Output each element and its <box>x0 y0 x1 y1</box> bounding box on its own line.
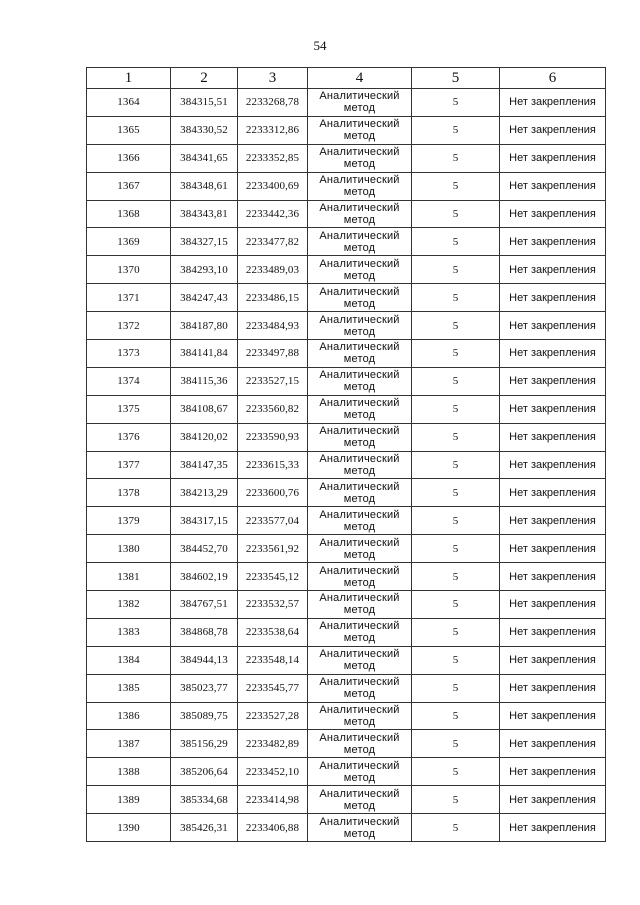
x-coordinate-cell: 384317,15 <box>171 507 238 535</box>
y-coordinate-cell: 2233489,03 <box>238 256 308 284</box>
table-row <box>87 758 606 786</box>
point-number-cell: 1387 <box>87 730 171 758</box>
accuracy-cell: 5 <box>412 618 500 646</box>
accuracy-cell: 5 <box>412 200 500 228</box>
method-line-1: Аналитический <box>319 480 400 493</box>
point-number-cell: 1386 <box>87 702 171 730</box>
fixing-note-cell: Нет закрепления <box>500 395 606 423</box>
method-cell <box>308 256 412 284</box>
table-header-row <box>87 68 606 89</box>
point-number-cell: 1369 <box>87 228 171 256</box>
accuracy-cell: 5 <box>412 535 500 563</box>
table-row <box>87 674 606 702</box>
y-coordinate-cell: 2233352,85 <box>238 144 308 172</box>
method-line-2: метод <box>343 325 376 338</box>
method-cell <box>308 786 412 814</box>
fixing-note-cell: Нет закрепления <box>500 702 606 730</box>
method-line-1: Аналитический <box>319 815 400 828</box>
accuracy-cell: 5 <box>412 674 500 702</box>
y-coordinate-cell: 2233560,82 <box>238 395 308 423</box>
method-line-1: Аналитический <box>319 676 400 689</box>
method-line-2: метод <box>343 214 376 226</box>
table-row <box>87 646 606 674</box>
x-coordinate-cell: 385334,68 <box>171 786 238 814</box>
fixing-note-cell: Нет закрепления <box>500 256 606 284</box>
method-line-2: метод <box>343 548 376 561</box>
method-cell <box>308 172 412 200</box>
y-coordinate-cell: 2233527,15 <box>238 367 308 395</box>
method-line-2: метод <box>343 604 376 617</box>
table-row <box>87 312 606 340</box>
y-coordinate-cell: 2233538,64 <box>238 618 308 646</box>
x-coordinate-cell: 384327,15 <box>171 228 238 256</box>
header-col-6: 6 <box>500 68 606 89</box>
method-cell <box>308 479 412 507</box>
method-cell <box>308 228 412 256</box>
accuracy-cell: 5 <box>412 89 500 117</box>
accuracy-cell: 5 <box>412 284 500 312</box>
method-line-1: Аналитический <box>319 313 400 326</box>
y-coordinate-cell: 2233442,36 <box>238 200 308 228</box>
method-line-2: метод <box>343 743 376 756</box>
table-row <box>87 479 606 507</box>
point-number-cell: 1384 <box>87 646 171 674</box>
x-coordinate-cell: 384767,51 <box>171 591 238 619</box>
x-coordinate-cell: 384341,65 <box>171 144 238 172</box>
fixing-note-cell: Нет закрепления <box>500 646 606 674</box>
method-line-1: Аналитический <box>319 620 400 633</box>
table-row <box>87 423 606 451</box>
method-line-1: Аналитический <box>319 90 400 103</box>
fixing-note-cell: Нет закрепления <box>500 172 606 200</box>
x-coordinate-cell: 384452,70 <box>171 535 238 563</box>
accuracy-cell: 5 <box>412 144 500 172</box>
fixing-note-cell: Нет закрепления <box>500 591 606 619</box>
point-number-cell: 1380 <box>87 535 171 563</box>
accuracy-cell: 5 <box>412 228 500 256</box>
method-line-1: Аналитический <box>319 592 400 605</box>
accuracy-cell: 5 <box>412 730 500 758</box>
x-coordinate-cell: 384944,13 <box>171 646 238 674</box>
method-line-2: метод <box>343 130 376 143</box>
y-coordinate-cell: 2233527,28 <box>238 702 308 730</box>
y-coordinate-cell: 2233548,14 <box>238 646 308 674</box>
y-coordinate-cell: 2233406,88 <box>238 814 308 842</box>
method-cell <box>308 646 412 674</box>
method-line-2: метод <box>343 660 376 673</box>
point-number-cell: 1364 <box>87 89 171 117</box>
x-coordinate-cell: 384330,52 <box>171 116 238 144</box>
accuracy-cell: 5 <box>412 256 500 284</box>
x-coordinate-cell: 384120,02 <box>171 423 238 451</box>
point-number-cell: 1371 <box>87 284 171 312</box>
x-coordinate-cell: 384868,78 <box>171 618 238 646</box>
point-number-cell: 1375 <box>87 395 171 423</box>
x-coordinate-cell: 384187,80 <box>171 312 238 340</box>
method-line-2: метод <box>343 297 376 310</box>
y-coordinate-cell: 2233545,77 <box>238 674 308 702</box>
method-line-1: Аналитический <box>319 564 400 577</box>
y-coordinate-cell: 2233268,78 <box>238 89 308 117</box>
method-line-1: Аналитический <box>319 369 400 382</box>
accuracy-cell: 5 <box>412 395 500 423</box>
point-number-cell: 1385 <box>87 674 171 702</box>
method-cell <box>308 814 412 842</box>
x-coordinate-cell: 384343,81 <box>171 200 238 228</box>
fixing-note-cell: Нет закрепления <box>500 535 606 563</box>
point-number-cell: 1379 <box>87 507 171 535</box>
x-coordinate-cell: 384348,61 <box>171 172 238 200</box>
method-line-2: метод <box>343 827 376 840</box>
method-cell <box>308 284 412 312</box>
point-number-cell: 1365 <box>87 116 171 144</box>
x-coordinate-cell: 385426,31 <box>171 814 238 842</box>
x-coordinate-cell: 384315,51 <box>171 89 238 117</box>
point-number-cell: 1366 <box>87 144 171 172</box>
table-body <box>87 89 606 842</box>
accuracy-cell: 5 <box>412 367 500 395</box>
method-line-2: метод <box>343 353 376 366</box>
point-number-cell: 1368 <box>87 200 171 228</box>
y-coordinate-cell: 2233477,82 <box>238 228 308 256</box>
x-coordinate-cell: 384108,67 <box>171 395 238 423</box>
method-cell <box>308 591 412 619</box>
table-row <box>87 507 606 535</box>
header-col-2: 2 <box>171 68 238 89</box>
method-line-2: метод <box>343 492 376 505</box>
y-coordinate-cell: 2233590,93 <box>238 423 308 451</box>
table-row <box>87 284 606 312</box>
method-line-2: метод <box>343 437 376 450</box>
x-coordinate-cell: 384213,29 <box>171 479 238 507</box>
table-row <box>87 256 606 284</box>
x-coordinate-cell: 384602,19 <box>171 563 238 591</box>
method-line-2: метод <box>343 576 376 589</box>
method-line-2: метод <box>343 688 376 701</box>
x-coordinate-cell: 384141,84 <box>171 340 238 368</box>
table-row <box>87 367 606 395</box>
accuracy-cell: 5 <box>412 116 500 144</box>
y-coordinate-cell: 2233486,15 <box>238 284 308 312</box>
x-coordinate-cell: 384147,35 <box>171 451 238 479</box>
accuracy-cell: 5 <box>412 702 500 730</box>
accuracy-cell: 5 <box>412 479 500 507</box>
method-line-1: Аналитический <box>319 341 400 354</box>
fixing-note-cell: Нет закрепления <box>500 116 606 144</box>
point-number-cell: 1381 <box>87 563 171 591</box>
table-row <box>87 618 606 646</box>
x-coordinate-cell: 384115,36 <box>171 367 238 395</box>
fixing-note-cell: Нет закрепления <box>500 786 606 814</box>
table-row <box>87 144 606 172</box>
method-line-1: Аналитический <box>319 285 400 298</box>
point-number-cell: 1390 <box>87 814 171 842</box>
accuracy-cell: 5 <box>412 507 500 535</box>
method-cell <box>308 507 412 535</box>
point-number-cell: 1373 <box>87 340 171 368</box>
method-line-1: Аналитический <box>319 787 400 800</box>
method-line-1: Аналитический <box>319 146 400 159</box>
method-line-1: Аналитический <box>319 397 400 410</box>
method-cell <box>308 116 412 144</box>
table-row <box>87 395 606 423</box>
table-row <box>87 172 606 200</box>
table-row <box>87 89 606 117</box>
table-row <box>87 228 606 256</box>
method-cell <box>308 395 412 423</box>
point-number-cell: 1388 <box>87 758 171 786</box>
fixing-note-cell: Нет закрепления <box>500 479 606 507</box>
method-line-1: Аналитический <box>319 759 400 772</box>
point-number-cell: 1367 <box>87 172 171 200</box>
header-col-5: 5 <box>412 68 500 89</box>
y-coordinate-cell: 2233497,88 <box>238 340 308 368</box>
fixing-note-cell: Нет закрепления <box>500 144 606 172</box>
method-line-1: Аналитический <box>319 536 400 549</box>
fixing-note-cell: Нет закрепления <box>500 284 606 312</box>
method-line-1: Аналитический <box>319 257 400 270</box>
table-row <box>87 340 606 368</box>
y-coordinate-cell: 2233577,04 <box>238 507 308 535</box>
fixing-note-cell: Нет закрепления <box>500 730 606 758</box>
x-coordinate-cell: 385206,64 <box>171 758 238 786</box>
method-cell <box>308 367 412 395</box>
method-line-1: Аналитический <box>319 648 400 661</box>
table-row <box>87 563 606 591</box>
table-row <box>87 591 606 619</box>
method-line-2: метод <box>343 465 376 478</box>
point-number-cell: 1383 <box>87 618 171 646</box>
header-col-3: 3 <box>238 68 308 89</box>
table-row <box>87 814 606 842</box>
method-line-2: метод <box>343 381 376 394</box>
method-line-2: метод <box>343 269 376 282</box>
header-col-4: 4 <box>308 68 412 89</box>
table-row <box>87 535 606 563</box>
method-line-2: метод <box>343 241 376 254</box>
method-cell <box>308 423 412 451</box>
point-number-cell: 1372 <box>87 312 171 340</box>
fixing-note-cell: Нет закрепления <box>500 228 606 256</box>
point-number-cell: 1376 <box>87 423 171 451</box>
coordinates-table <box>86 67 606 842</box>
y-coordinate-cell: 2233600,76 <box>238 479 308 507</box>
fixing-note-cell: Нет закрепления <box>500 312 606 340</box>
fixing-note-cell: Нет закрепления <box>500 618 606 646</box>
y-coordinate-cell: 2233561,92 <box>238 535 308 563</box>
accuracy-cell: 5 <box>412 312 500 340</box>
page-number: 54 <box>313 38 327 53</box>
accuracy-cell: 5 <box>412 340 500 368</box>
method-line-2: метод <box>343 799 376 812</box>
method-cell <box>308 535 412 563</box>
method-line-1: Аналитический <box>319 704 400 717</box>
accuracy-cell: 5 <box>412 591 500 619</box>
accuracy-cell: 5 <box>412 814 500 842</box>
fixing-note-cell: Нет закрепления <box>500 758 606 786</box>
fixing-note-cell: Нет закрепления <box>500 507 606 535</box>
y-coordinate-cell: 2233615,33 <box>238 451 308 479</box>
fixing-note-cell: Нет закрепления <box>500 89 606 117</box>
accuracy-cell: 5 <box>412 172 500 200</box>
method-cell <box>308 702 412 730</box>
point-number-cell: 1382 <box>87 591 171 619</box>
method-line-1: Аналитический <box>319 731 400 744</box>
table-row <box>87 200 606 228</box>
accuracy-cell: 5 <box>412 451 500 479</box>
accuracy-cell: 5 <box>412 786 500 814</box>
method-line-2: метод <box>343 158 376 171</box>
point-number-cell: 1374 <box>87 367 171 395</box>
method-cell <box>308 563 412 591</box>
point-number-cell: 1377 <box>87 451 171 479</box>
method-line-1: Аналитический <box>319 508 400 521</box>
method-cell <box>308 618 412 646</box>
fixing-note-cell: Нет закрепления <box>500 814 606 842</box>
method-cell <box>308 200 412 228</box>
method-cell <box>308 340 412 368</box>
y-coordinate-cell: 2233312,86 <box>238 116 308 144</box>
fixing-note-cell: Нет закрепления <box>500 423 606 451</box>
x-coordinate-cell: 384247,43 <box>171 284 238 312</box>
table-row <box>87 451 606 479</box>
x-coordinate-cell: 385023,77 <box>171 674 238 702</box>
accuracy-cell: 5 <box>412 646 500 674</box>
accuracy-cell: 5 <box>412 563 500 591</box>
method-line-1: Аналитический <box>319 229 400 242</box>
point-number-cell: 1378 <box>87 479 171 507</box>
point-number-cell: 1370 <box>87 256 171 284</box>
header-col-1: 1 <box>87 68 171 89</box>
method-cell <box>308 674 412 702</box>
x-coordinate-cell: 385156,29 <box>171 730 238 758</box>
fixing-note-cell: Нет закрепления <box>500 563 606 591</box>
y-coordinate-cell: 2233545,12 <box>238 563 308 591</box>
table-row <box>87 786 606 814</box>
method-line-2: метод <box>343 409 376 422</box>
method-cell <box>308 312 412 340</box>
method-line-2: метод <box>343 102 376 115</box>
accuracy-cell: 5 <box>412 423 500 451</box>
table-row <box>87 730 606 758</box>
y-coordinate-cell: 2233414,98 <box>238 786 308 814</box>
method-line-2: метод <box>343 632 376 645</box>
table-row <box>87 116 606 144</box>
method-line-2: метод <box>343 186 376 199</box>
method-line-1: Аналитический <box>319 425 400 438</box>
method-cell <box>308 89 412 117</box>
y-coordinate-cell: 2233482,89 <box>238 730 308 758</box>
accuracy-cell: 5 <box>412 758 500 786</box>
method-line-1: Аналитический <box>319 202 400 214</box>
y-coordinate-cell: 2233452,10 <box>238 758 308 786</box>
x-coordinate-cell: 385089,75 <box>171 702 238 730</box>
y-coordinate-cell: 2233532,57 <box>238 591 308 619</box>
table-row <box>87 702 606 730</box>
method-cell <box>308 730 412 758</box>
fixing-note-cell: Нет закрепления <box>500 200 606 228</box>
fixing-note-cell: Нет закрепления <box>500 367 606 395</box>
method-cell <box>308 144 412 172</box>
method-line-2: метод <box>343 771 376 784</box>
y-coordinate-cell: 2233484,93 <box>238 312 308 340</box>
point-number-cell: 1389 <box>87 786 171 814</box>
y-coordinate-cell: 2233400,69 <box>238 172 308 200</box>
fixing-note-cell: Нет закрепления <box>500 340 606 368</box>
method-cell <box>308 451 412 479</box>
method-line-1: Аналитический <box>319 174 400 187</box>
x-coordinate-cell: 384293,10 <box>171 256 238 284</box>
method-line-1: Аналитический <box>319 118 400 131</box>
method-cell <box>308 758 412 786</box>
method-line-2: метод <box>343 520 376 533</box>
fixing-note-cell: Нет закрепления <box>500 674 606 702</box>
method-line-1: Аналитический <box>319 453 400 466</box>
method-line-2: метод <box>343 716 376 729</box>
fixing-note-cell: Нет закрепления <box>500 451 606 479</box>
